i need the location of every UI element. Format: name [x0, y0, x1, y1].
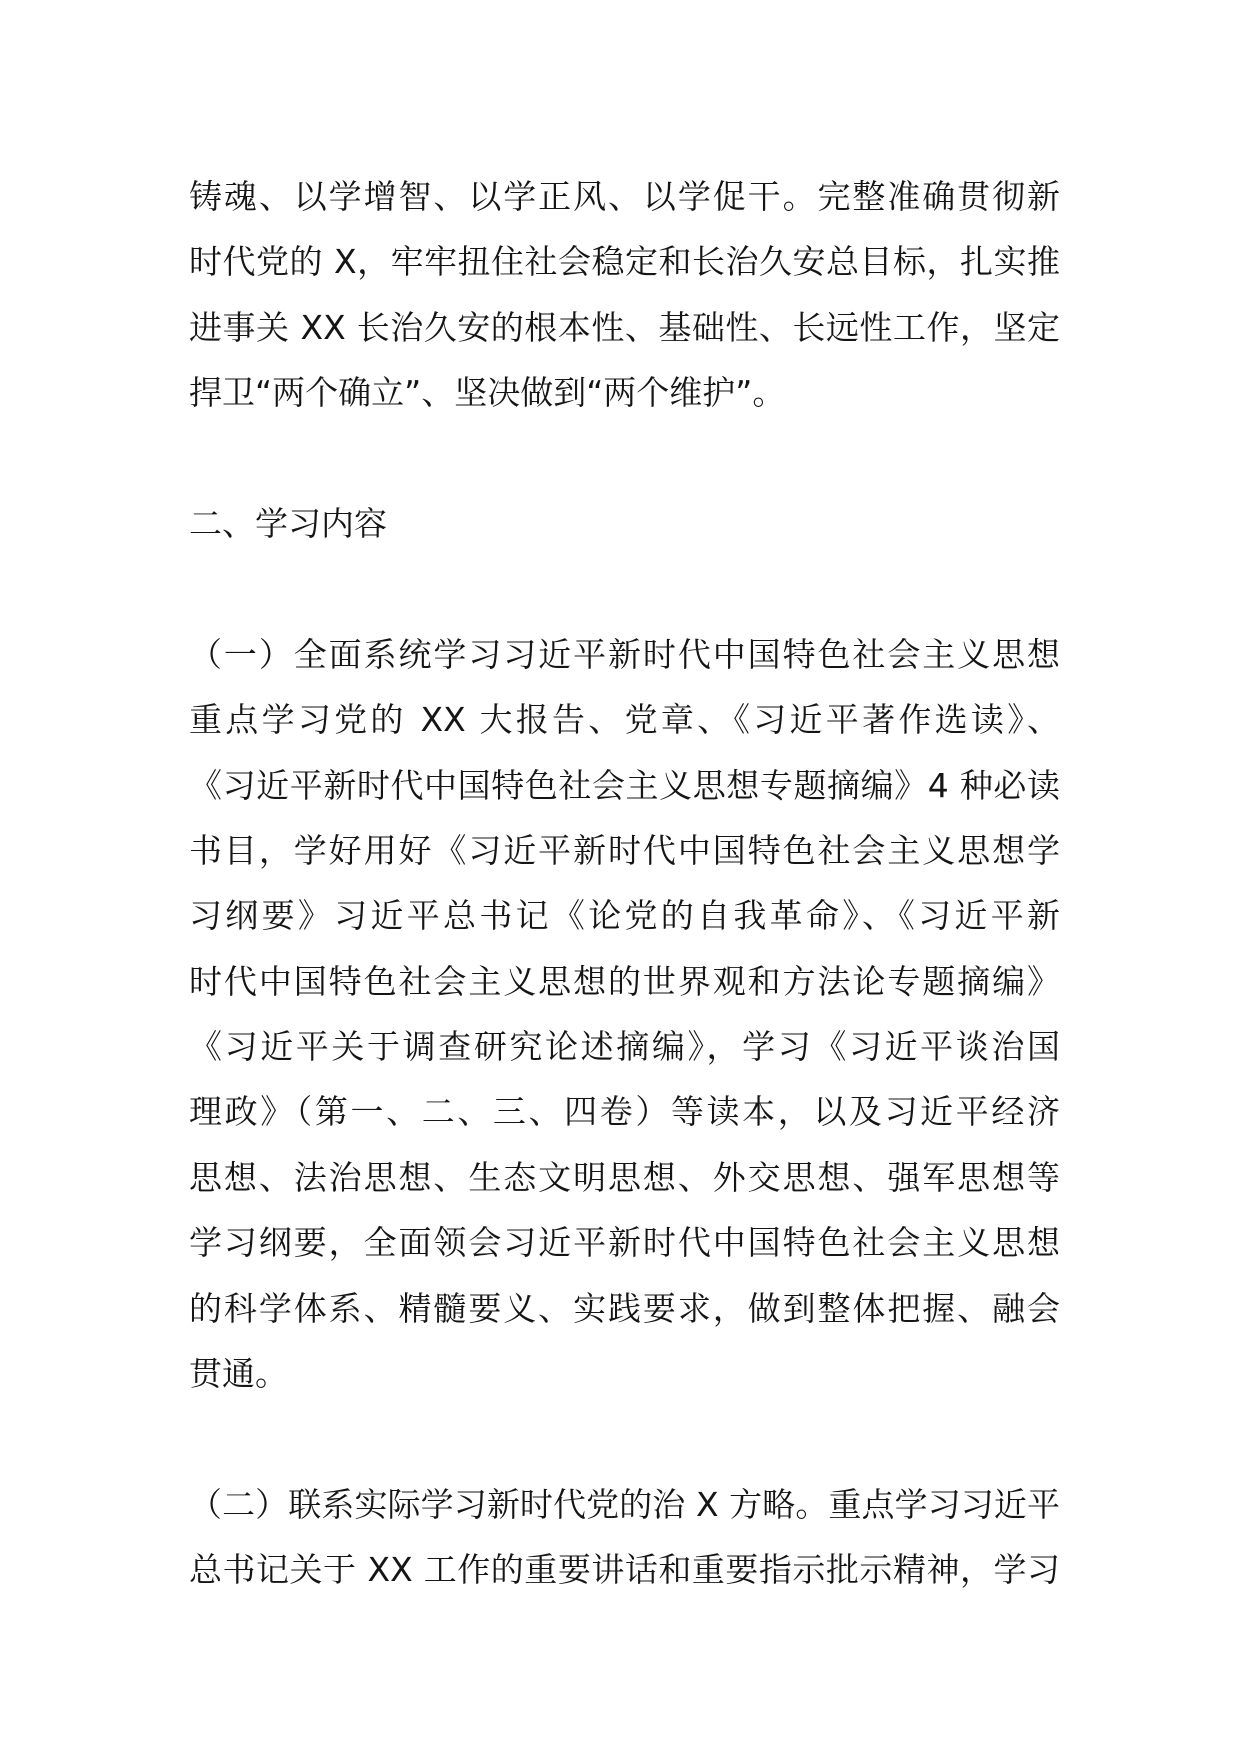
- paragraph-line: 捍卫“两个确立”、坚决做到“两个维护”。: [189, 373, 786, 413]
- paragraph-line: 时代中国特色社会主义思想的世界观和方法论专题摘编》: [189, 961, 1060, 1001]
- paragraph-line: 铸魂、以学增智、以学正风、以学促干。完整准确贯彻新: [189, 177, 1060, 216]
- paragraph-line: 进事关 XX 长治久安的根本性、基础性、长远性工作，坚定: [189, 307, 1060, 347]
- paragraph-line: 的科学体系、精髓要义、实践要求，做到整体把握、融会: [189, 1288, 1060, 1328]
- paragraph-line: 时代党的 X，牢牢扭住社会稳定和长治久安总目标，扎实推: [189, 242, 1060, 282]
- section-heading-block: [189, 491, 1060, 556]
- paragraph-line: 理政》（第一、二、三、四卷）等读本，以及习近平经济: [189, 1092, 1060, 1132]
- paragraph-line: 书目，学好用好《习近平新时代中国特色社会主义思想学: [189, 830, 1060, 870]
- paragraph-line: 思想、法治思想、生态文明思想、外交思想、强军思想等: [189, 1157, 1060, 1197]
- paragraph-line: 学习纲要，全面领会习近平新时代中国特色社会主义思想: [189, 1223, 1060, 1263]
- paragraph-line: 《习近平关于调查研究论述摘编》，学习《习近平谈治国: [189, 1027, 1060, 1067]
- paragraph-line: 贯通。: [189, 1354, 288, 1394]
- paragraph-line: 重点学习党的 XX 大报告、党章、《习近平著作选读》、: [189, 700, 1060, 740]
- item-two-paragraph: [189, 1472, 1060, 1603]
- paragraph-line: 《习近平新时代中国特色社会主义思想专题摘编》4 种必读: [189, 765, 1060, 805]
- section-heading: 二、学习内容: [189, 503, 387, 543]
- paragraph-line: 习纲要》习近平总书记《论党的自我革命》、《习近平新: [189, 896, 1060, 936]
- paragraph-line: 总书记关于 XX 工作的重要讲话和重要指示批示精神，学习: [189, 1550, 1060, 1590]
- item-one-paragraph: [189, 622, 1060, 1407]
- paragraph-line: （二）联系实际学习新时代党的治 X 方略。重点学习习近平: [189, 1484, 1060, 1524]
- paragraph-line: （一）全面系统学习习近平新时代中国特色社会主义思想: [189, 634, 1060, 674]
- intro-paragraph: [189, 164, 1060, 426]
